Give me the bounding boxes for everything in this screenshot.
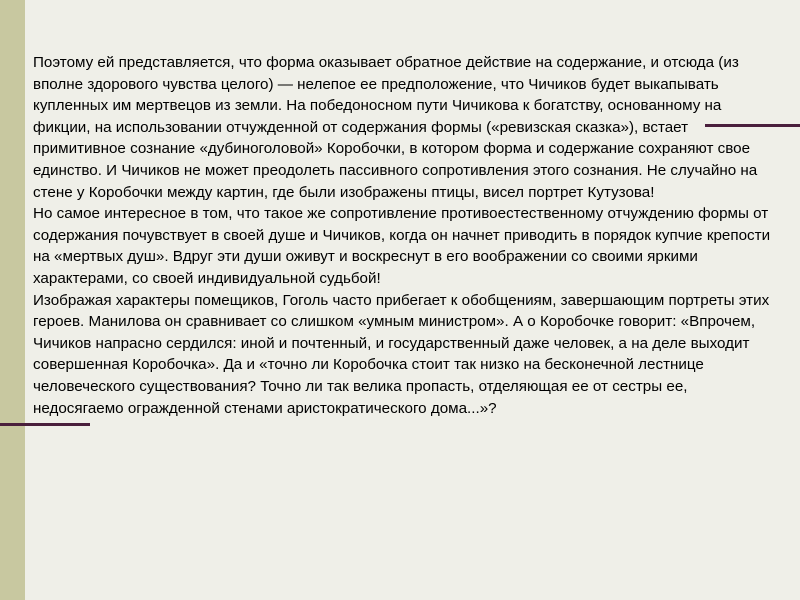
paragraph: Поэтому ей представляется, что форма оказывает обратное действие на содержание, и отсюда (из вполне здорового чувства целого) — нелепое ее предположение, что Чичиков будет выкапывать купленных им мертвецов из земли. На победоносном пути Чичикова к богатству, основанному на фикции, на использовании отчужденной от содержания формы («ревизская сказка»), встает примитивное сознание «дубиноголовой» Коробочки, в котором форма и содержание сохраняют свое единство. И Чичиков не может преодолеть пассивного сопротивления этого сознания. Не случайно на стене у Коробочки между картин, где были изображены птицы, висел портрет Кутузова! — [33, 54, 758, 201]
paragraph: Но самое интересное в том, что такое же сопротивление противоестественному отчуждению формы от содержания почувствует в своей душе и Чичиков, когда он начнет приводить в порядок купчие крепости на «мертвых душ». Вдруг эти души оживут и воскреснут в его воображении со своими яркими характерами, со своей индивидуальной судьбой! — [33, 205, 771, 287]
slide-body-text — [33, 52, 775, 419]
left-decorative-band — [0, 0, 25, 600]
paragraph: Изображая характеры помещиков, Гоголь часто прибегает к обобщениям, завершающим портреты этих героев. Манилова он сравнивает со слишком «умным министром». А о Коробочке говорит: «Впрочем, Чичиков напрасно сердился: иной и почтенный, и государственный даже человек, а на деле выходит совершенная Коробочка». Да и «точно ли Коробочка стоит так низко на бесконечной лестнице человеческого существования? Точно ли так велика пропасть, отделяющая ее от сестры ее, недосягаемо огражденной стенами аристократического дома...»? — [33, 291, 770, 417]
decorative-rule-left — [0, 423, 90, 426]
